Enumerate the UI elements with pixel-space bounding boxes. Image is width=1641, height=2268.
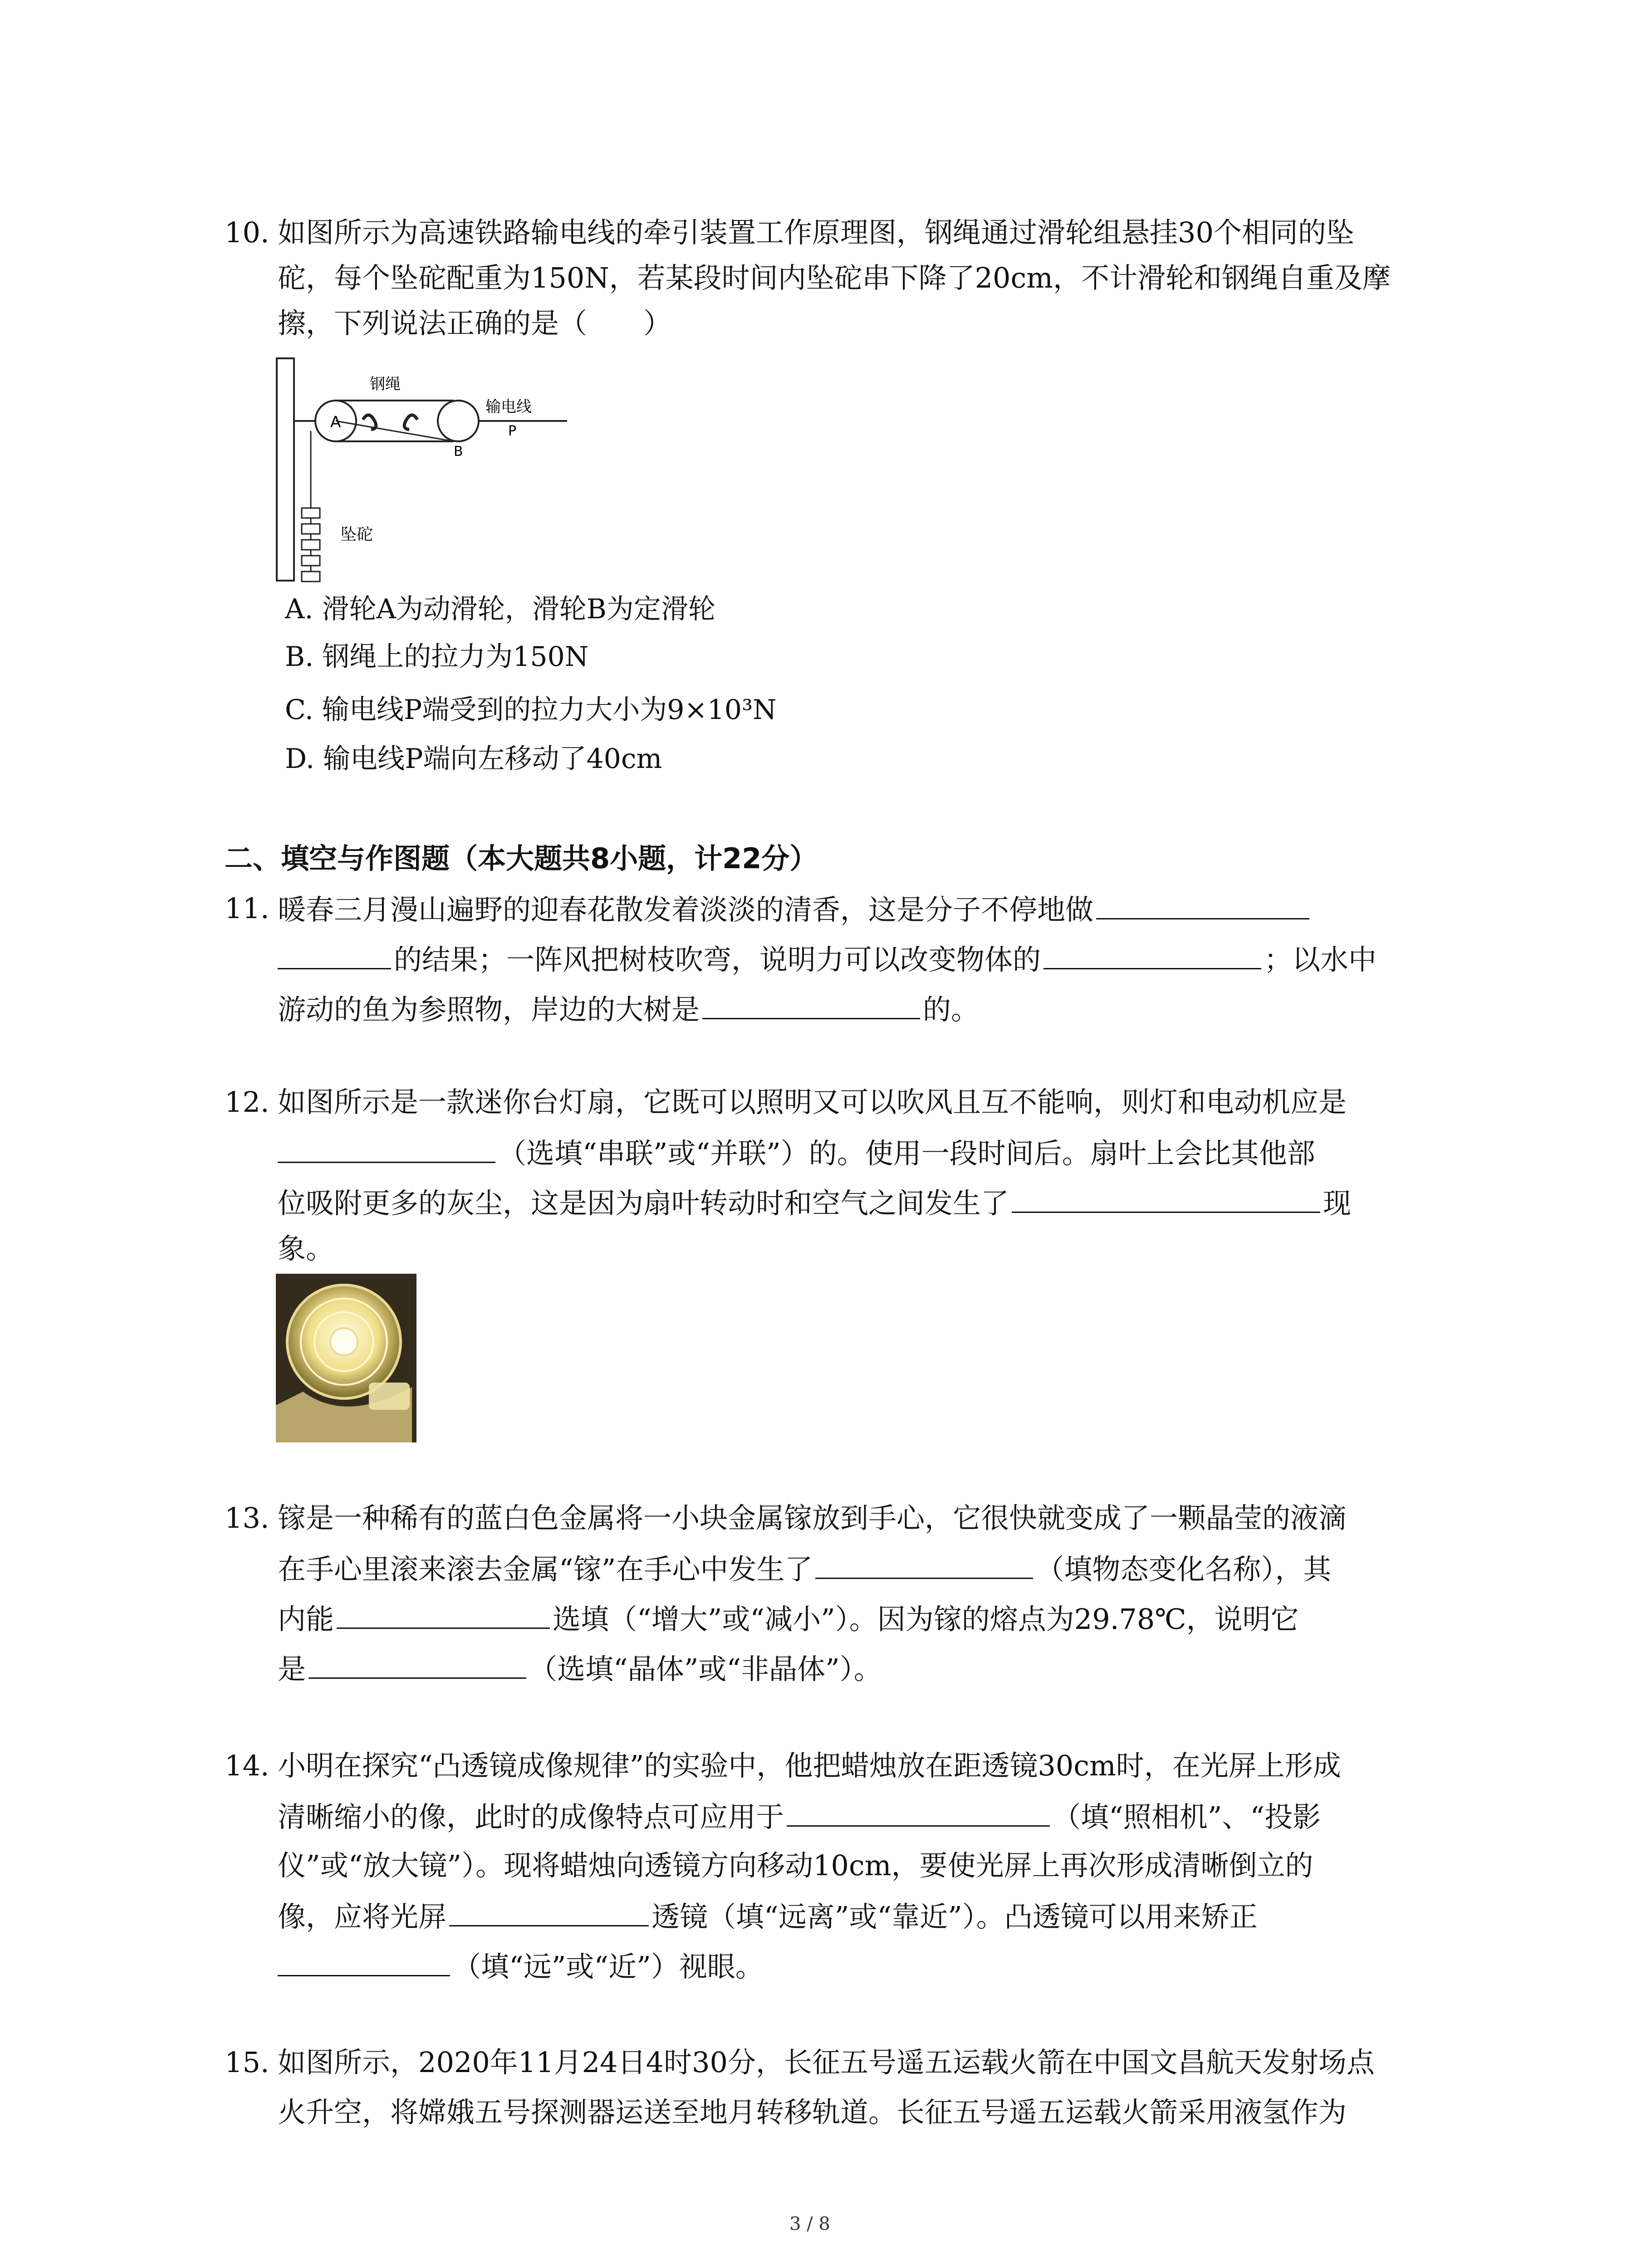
p-label: P	[508, 423, 517, 439]
q12-line3	[278, 1186, 1351, 1219]
q11-blank-2[interactable]	[1043, 943, 1261, 969]
q11-blank-3[interactable]	[702, 992, 920, 1019]
q13-blank-1[interactable]	[815, 1552, 1033, 1579]
hook-right	[404, 415, 417, 430]
wall-post	[277, 358, 294, 581]
q12-text-2: （选填“串联”或“并联”）的。使用一段时间后。扇叶上会比其他部	[498, 1137, 1315, 1170]
q13-text-4: 内能	[278, 1603, 334, 1636]
q11-text-2: 的结果；一阵风把树枝吹弯，说明力可以改变物体的	[394, 943, 1041, 976]
q13-text-6: 是	[278, 1652, 306, 1686]
q13-text-2: 在手心里滚来滚去金属“镓”在手心中发生了	[278, 1553, 813, 1586]
q11-line1	[278, 893, 1312, 926]
weight-block	[302, 572, 320, 582]
pulley-b	[438, 401, 479, 441]
desk-lamp-fan-photo	[276, 1274, 416, 1442]
q14-text-6: （填“远”或“近”）视眼。	[453, 1950, 764, 1983]
q10-line1: 如图所示为高速铁路输电线的牵引装置工作原理图，钢绳通过滑轮组悬挂30个相同的坠	[278, 216, 1354, 249]
q10-option-b: B. 钢绳上的拉力为150N	[285, 641, 589, 673]
q12-number: 12.	[225, 1085, 269, 1119]
q10-number: 10.	[225, 216, 269, 249]
q10-line3: 擦，下列说法正确的是（ ）	[278, 307, 672, 340]
q14-text-2: 清晰缩小的像，此时的成像特点可应用于	[278, 1800, 784, 1833]
rope-label: 钢绳	[370, 375, 401, 393]
q14-blank-3[interactable]	[278, 1950, 450, 1976]
q12-text-4: 现	[1323, 1187, 1352, 1220]
q13-blank-2[interactable]	[337, 1602, 550, 1629]
weight-block	[302, 524, 320, 534]
q14-number: 14.	[225, 1749, 269, 1782]
q12-blank-2[interactable]	[1012, 1186, 1320, 1213]
q10-line2: 砣，每个坠砣配重为150N，若某段时间内坠砣串下降了20cm，不计滑轮和钢绳自重及摩	[278, 261, 1391, 294]
weight-block	[302, 556, 320, 566]
q11-line2	[278, 943, 1376, 976]
q11-text-1: 暖春三月漫山遍野的迎春花散发着淡淡的清香，这是分子不停地做	[278, 893, 1094, 926]
weight-label: 坠砣	[340, 525, 373, 544]
q14-text-4: 像，应将光屏	[278, 1900, 447, 1933]
pulley-diagram	[272, 354, 590, 590]
q13-line1: 镓是一种稀有的蓝白色金属将一小块金属镓放到手心，它很快就变成了一颗晶莹的液滴	[278, 1501, 1347, 1535]
q14-line1: 小明在探究“凸透镜成像规律”的实验中，他把蜡烛放在距透镜30cm时，在光屏上形成	[278, 1749, 1341, 1782]
q14-line5	[278, 1950, 764, 1983]
q13-text-7: （选填“晶体”或“非晶体”）。	[529, 1652, 882, 1686]
q10-option-c: C. 输电线P端受到的拉力大小为9×10³N	[285, 694, 777, 726]
pulley-a-label: A	[330, 413, 341, 431]
q11-line3	[278, 992, 979, 1026]
q11-text-3: ；以水中	[1264, 943, 1377, 976]
q15-line2: 火升空，将嫦娥五号探测器运送至地月转移轨道。长征五号遥五运载火箭采用液氢作为	[278, 2096, 1347, 2129]
q14-blank-1[interactable]	[787, 1800, 1050, 1827]
wire-label: 输电线	[485, 398, 532, 416]
q14-blank-2[interactable]	[449, 1900, 649, 1926]
weight-block	[302, 508, 320, 518]
q12-line2	[278, 1136, 1315, 1169]
q14-line3: 仪”或“放大镜”）。现将蜡烛向透镜方向移动10cm，要使光屏上再次形成清晰倒立的	[278, 1849, 1313, 1882]
section-2-title: 二、填空与作图题（本大题共8小题，计22分）	[225, 842, 818, 875]
q14-text-3: （填“照相机”、“投影	[1053, 1800, 1321, 1833]
b-label: B	[454, 444, 463, 459]
q10-option-d: D. 输电线P端向左移动了40cm	[285, 743, 662, 775]
q11-text-5: 的。	[923, 993, 980, 1026]
q15-line1: 如图所示，2020年11月24日4时30分，长征五号遥五运载火箭在中国文昌航天发射场点	[278, 2046, 1375, 2079]
q13-blank-3[interactable]	[309, 1652, 526, 1679]
q14-text-5: 透镜（填“远离”或“靠近”）。凸透镜可以用来矫正	[652, 1900, 1258, 1933]
q13-text-5: 选填（“增大”或“减小”）。因为镓的熔点为29.78℃，说明它	[553, 1603, 1299, 1636]
q12-line4: 象。	[278, 1232, 334, 1265]
weight-block	[302, 540, 320, 550]
q12-line1: 如图所示是一款迷你台灯扇，它既可以照明又可以吹风且互不能响，则灯和电动机应是	[278, 1085, 1347, 1119]
q12-blank-1[interactable]	[278, 1136, 495, 1163]
q13-text-3: （填物态变化名称），其	[1036, 1553, 1332, 1586]
q13-line3	[278, 1602, 1299, 1635]
q13-line2	[278, 1552, 1331, 1585]
q11-number: 11.	[225, 892, 269, 925]
q10-option-a: A. 滑轮A为动滑轮，滑轮B为定滑轮	[285, 593, 715, 625]
q13-number: 13.	[225, 1501, 269, 1535]
q12-text-3: 位吸附更多的灰尘，这是因为扇叶转动时和空气之间发生了	[278, 1187, 1009, 1220]
q11-blank-1[interactable]	[1096, 893, 1309, 919]
q13-line4	[278, 1652, 882, 1685]
page-number: 3 / 8	[789, 2214, 830, 2234]
q14-line2	[278, 1800, 1321, 1833]
q14-line4	[278, 1900, 1258, 1933]
q11-text-4: 游动的鱼为参照物，岸边的大树是	[278, 993, 700, 1026]
q15-number: 15.	[225, 2046, 269, 2079]
q11-blank-1-cont[interactable]	[278, 943, 391, 969]
